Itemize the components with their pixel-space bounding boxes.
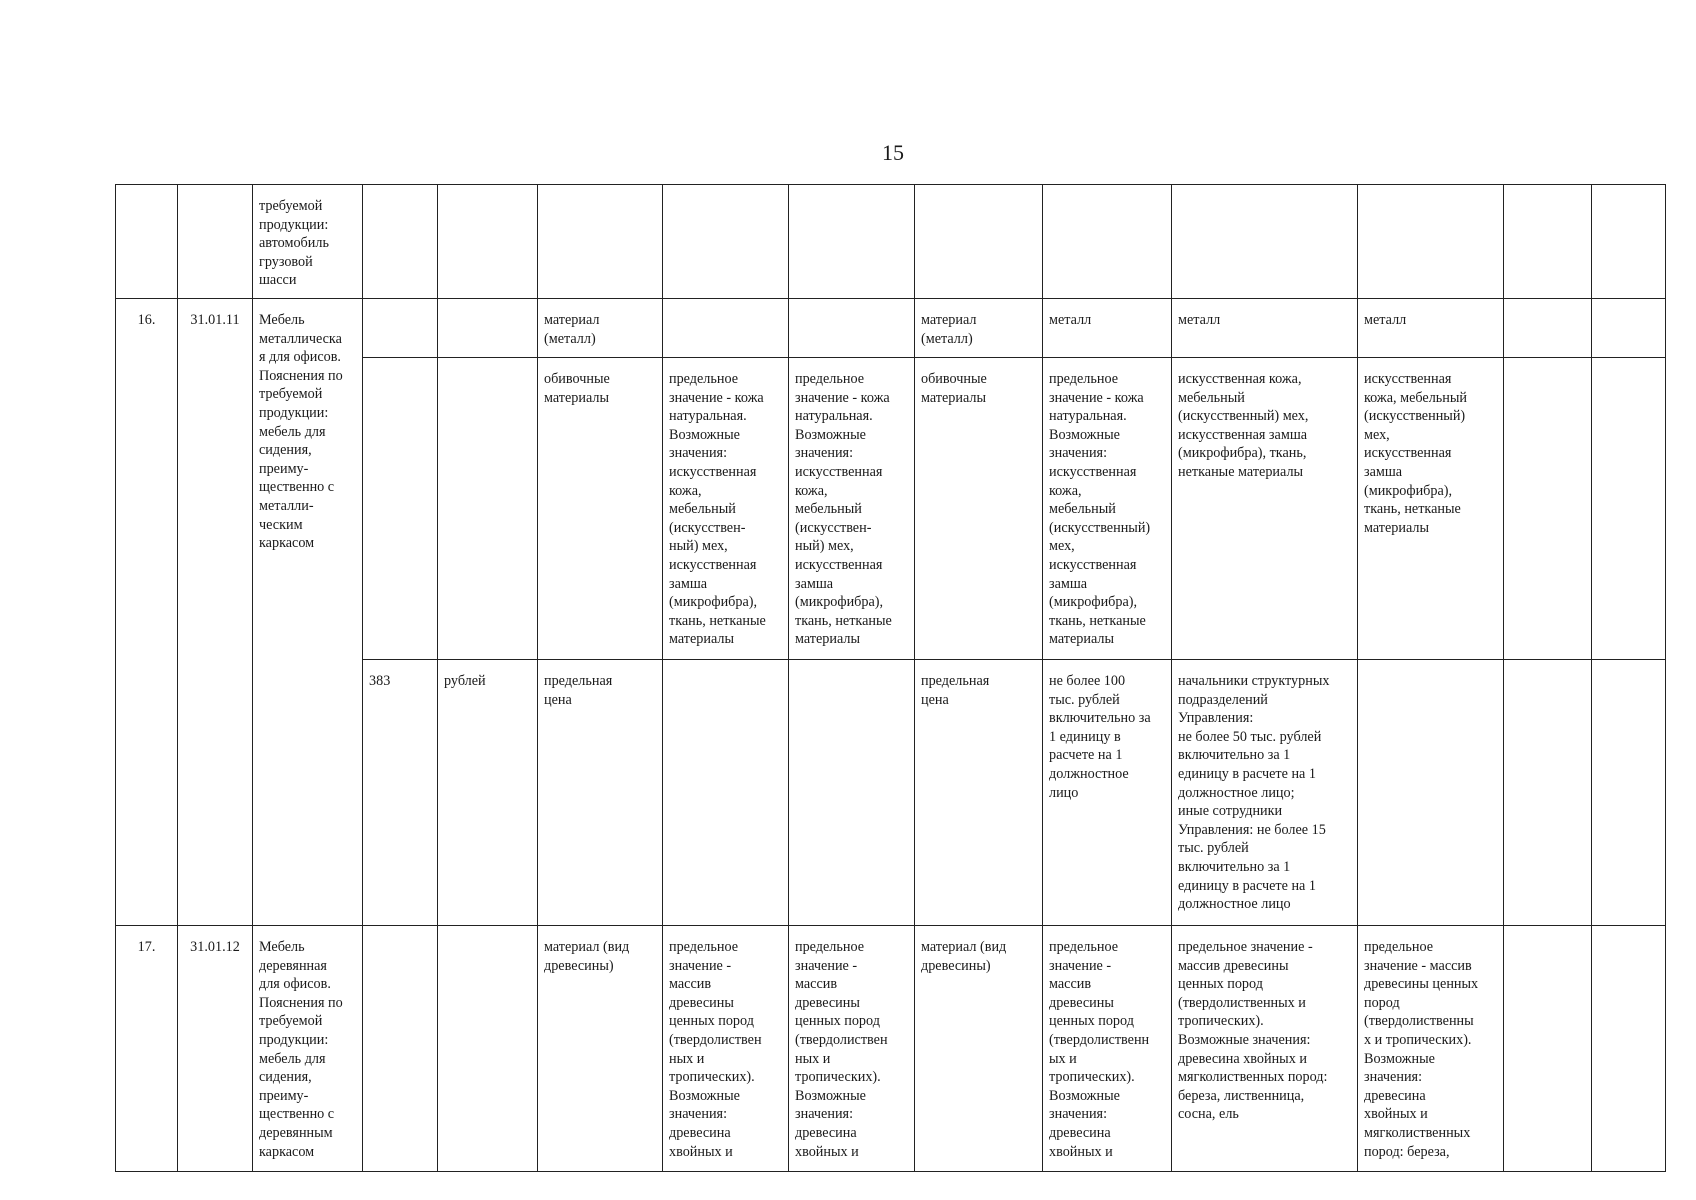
value-cell: металл	[1358, 299, 1504, 358]
row-index: 16.	[116, 299, 178, 926]
cell	[663, 185, 789, 299]
product-name-cell: Мебель металлическа я для офисов. Пояснения по требуемой продукции: мебель для сидения, преиму- щественно с металли- ческим каркасом	[253, 299, 363, 926]
cell	[1504, 299, 1592, 358]
cell	[116, 185, 178, 299]
cell	[538, 185, 663, 299]
cell	[1504, 660, 1592, 926]
cell	[1592, 358, 1666, 660]
cell	[663, 299, 789, 358]
characteristic-cell: обивочные материалы	[915, 358, 1043, 660]
cell	[1504, 185, 1592, 299]
product-name-cell: требуемой продукции: автомобиль грузовой шасси	[253, 185, 363, 299]
value-cell: предельное значение - массив древесины ценных пород (твердолиственны х и тропических). Возможные значения: древесина хвойных и мягколиственных пород: береза,	[1358, 926, 1504, 1172]
cell	[789, 660, 915, 926]
cell	[1592, 299, 1666, 358]
cell	[1592, 660, 1666, 926]
cell	[363, 299, 438, 358]
cell	[363, 358, 438, 660]
cell	[789, 299, 915, 358]
table-row	[116, 926, 1666, 1172]
characteristic-cell: материал (металл)	[538, 299, 663, 358]
characteristic-cell: материал (вид древесины)	[915, 926, 1043, 1172]
cell	[438, 299, 538, 358]
cell	[1172, 185, 1358, 299]
okei-code-cell: 383	[363, 660, 438, 926]
cell	[363, 926, 438, 1172]
table-row	[116, 185, 1666, 299]
cell	[438, 185, 538, 299]
cell	[789, 185, 915, 299]
cell	[178, 185, 253, 299]
cell	[363, 185, 438, 299]
value-cell: не более 100 тыс. рублей включительно за 1 единицу в расчете на 1 должностное лицо	[1043, 660, 1172, 926]
value-cell: предельное значение - массив древесины ценных пород (твердолиственных и тропических). Возможные значения: древесина хвойных и мягколиственных пород: береза, лиственница, сосна, ель	[1172, 926, 1358, 1172]
characteristic-cell: обивочные материалы	[538, 358, 663, 660]
value-cell: металл	[1043, 299, 1172, 358]
characteristic-cell: материал (вид древесины)	[538, 926, 663, 1172]
okpd-code: 31.01.11	[178, 299, 253, 926]
value-cell: предельное значение - массив древесины ценных пород (твердолиственн ых и тропических). Возможные значения: древесина хвойных и	[1043, 926, 1172, 1172]
value-cell: металл	[1172, 299, 1358, 358]
cell	[1043, 185, 1172, 299]
page-number: 15	[882, 140, 904, 165]
characteristic-cell: предельная цена	[915, 660, 1043, 926]
requirements-table	[115, 184, 1666, 1172]
cell	[1358, 660, 1504, 926]
value-cell: предельное значение - массив древесины ценных пород (твердолиствен ных и тропических). Возможные значения: древесина хвойных и	[663, 926, 789, 1172]
characteristic-cell: материал (металл)	[915, 299, 1043, 358]
cell	[1592, 926, 1666, 1172]
value-cell: предельное значение - кожа натуральная. Возможные значения: искусственная кожа, мебельный (искусственный) мех, искусственная замша (микрофибра), ткань, нетканые материалы	[1043, 358, 1172, 660]
unit-cell: рублей	[438, 660, 538, 926]
cell	[663, 660, 789, 926]
value-cell: искусственная кожа, мебельный (искусственный) мех, искусственная замша (микрофибра), ткань, нетканые материалы	[1172, 358, 1358, 660]
cell	[438, 358, 538, 660]
table-row	[116, 299, 1666, 358]
row-index: 17.	[116, 926, 178, 1172]
cell	[915, 185, 1043, 299]
product-name-cell: Мебель деревянная для офисов. Пояснения по требуемой продукции: мебель для сидения, преиму- щественно с деревянным каркасом	[253, 926, 363, 1172]
okpd-code: 31.01.12	[178, 926, 253, 1172]
characteristic-cell: предельная цена	[538, 660, 663, 926]
value-cell: предельное значение - кожа натуральная. Возможные значения: искусственная кожа, мебельный (искусствен- ный) мех, искусственная замша (микрофибра), ткань, нетканые материалы	[663, 358, 789, 660]
cell	[438, 926, 538, 1172]
cell	[1358, 185, 1504, 299]
value-cell: предельное значение - кожа натуральная. Возможные значения: искусственная кожа, мебельный (искусствен- ный) мех, искусственная замша (микрофибра), ткань, нетканые материалы	[789, 358, 915, 660]
cell	[1592, 185, 1666, 299]
cell	[1504, 926, 1592, 1172]
value-cell: предельное значение - массив древесины ценных пород (твердолиствен ных и тропических). Возможные значения: древесина хвойных и	[789, 926, 915, 1172]
cell	[1504, 358, 1592, 660]
value-cell: начальники структурных подразделений Управления: не более 50 тыс. рублей включительно за 1 единицу в расчете на 1 должностное лицо; иные сотрудники Управления: не более 15 тыс. рублей включительно за 1 единицу в расчете на 1 должностное лицо	[1172, 660, 1358, 926]
value-cell: искусственная кожа, мебельный (искусственный) мех, искусственная замша (микрофибра), ткань, нетканые материалы	[1358, 358, 1504, 660]
